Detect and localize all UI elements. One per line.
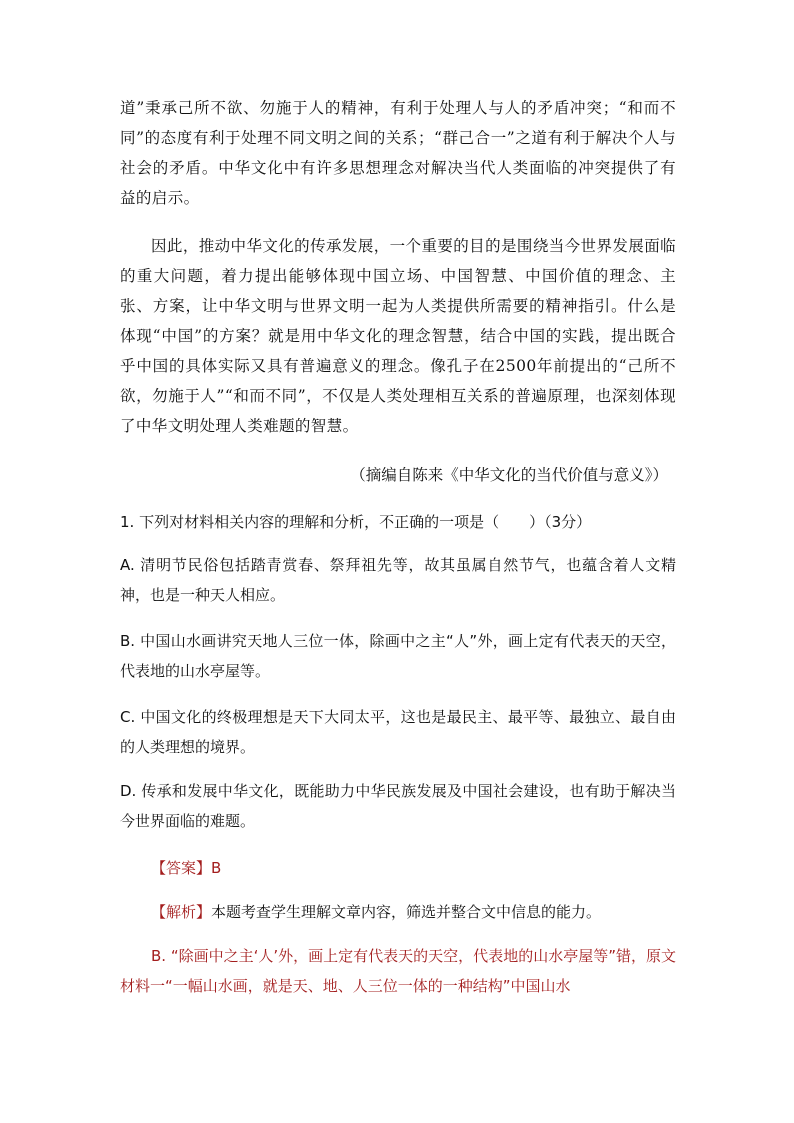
passage-paragraph-2: 因此，推动中华文化的传承发展，一个重要的目的是围绕当今世界发展面临的重大问题，着力提出能够体现中国立场、中国智慧、中国价值的理念、主张、方案，让中华文明与世界文明一起为人类提供所需要的精神指引。什么是体现“中国”的方案？就是用中华文化的理念智慧，结合中国的实践，提出既合乎中国的具体实际又具有普遍意义的理念。像孔子在2500年前提出的“己所不欲，勿施于人”“和而不同”，不仅是人类处理相互关系的普遍原理，也深刻体现了中华文明处理人类难题的智慧。 — [120, 237, 676, 435]
answer-value: B — [211, 859, 222, 877]
answer-line — [151, 853, 671, 883]
passage-source: （摘编自陈来《中华文化的当代价值与意义》） — [350, 466, 668, 484]
option-d: D. 传承和发展中华文化，既能助力中华民族发展及中国社会建设，也有助于解决当今世界面临的难题。 — [120, 782, 676, 830]
analysis-line — [151, 897, 676, 927]
option-a: A. 清明节民俗包括踏青赏春、祭拜祖先等，故其虽属自然节气，也蕴含着人文精神，也是一种天人相应。 — [120, 556, 676, 604]
option-b: B. 中国山水画讲究天地人三位一体，除画中之主“人”外，画上定有代表天的天空，代表地的山水亭屋等。 — [120, 632, 676, 680]
analysis-tag: 【解析】 — [151, 903, 212, 921]
answer-tag: 【答案】 — [151, 859, 212, 877]
option-c: C. 中国文化的终极理想是天下大同太平，这也是最民主、最平等、最独立、最自由的人类理想的境界。 — [120, 708, 676, 756]
passage-paragraph-1: 道”秉承己所不欲、勿施于人的精神，有利于处理人与人的矛盾冲突；“和而不同”的态度有利于处理不同文明之间的关系；“群己合一”之道有利于解决个人与社会的矛盾。中华文化中有许多思想理念对解决当代人类面临的冲突提供了有益的启示。 — [120, 99, 676, 207]
analysis-text: 本题考查学生理解文章内容，筛选并整合文中信息的能力。 — [211, 903, 602, 921]
question-stem: 1. 下列对材料相关内容的理解和分析，不正确的一项是（ ）（3分） — [120, 513, 592, 531]
analysis-detail: B. “除画中之主‘人’外，画上定有代表天的天空，代表地的山水亭屋等”错，原文材料一“一幅山水画，就是天、地、人三位一体的一种结构”中国山水 — [120, 947, 676, 995]
